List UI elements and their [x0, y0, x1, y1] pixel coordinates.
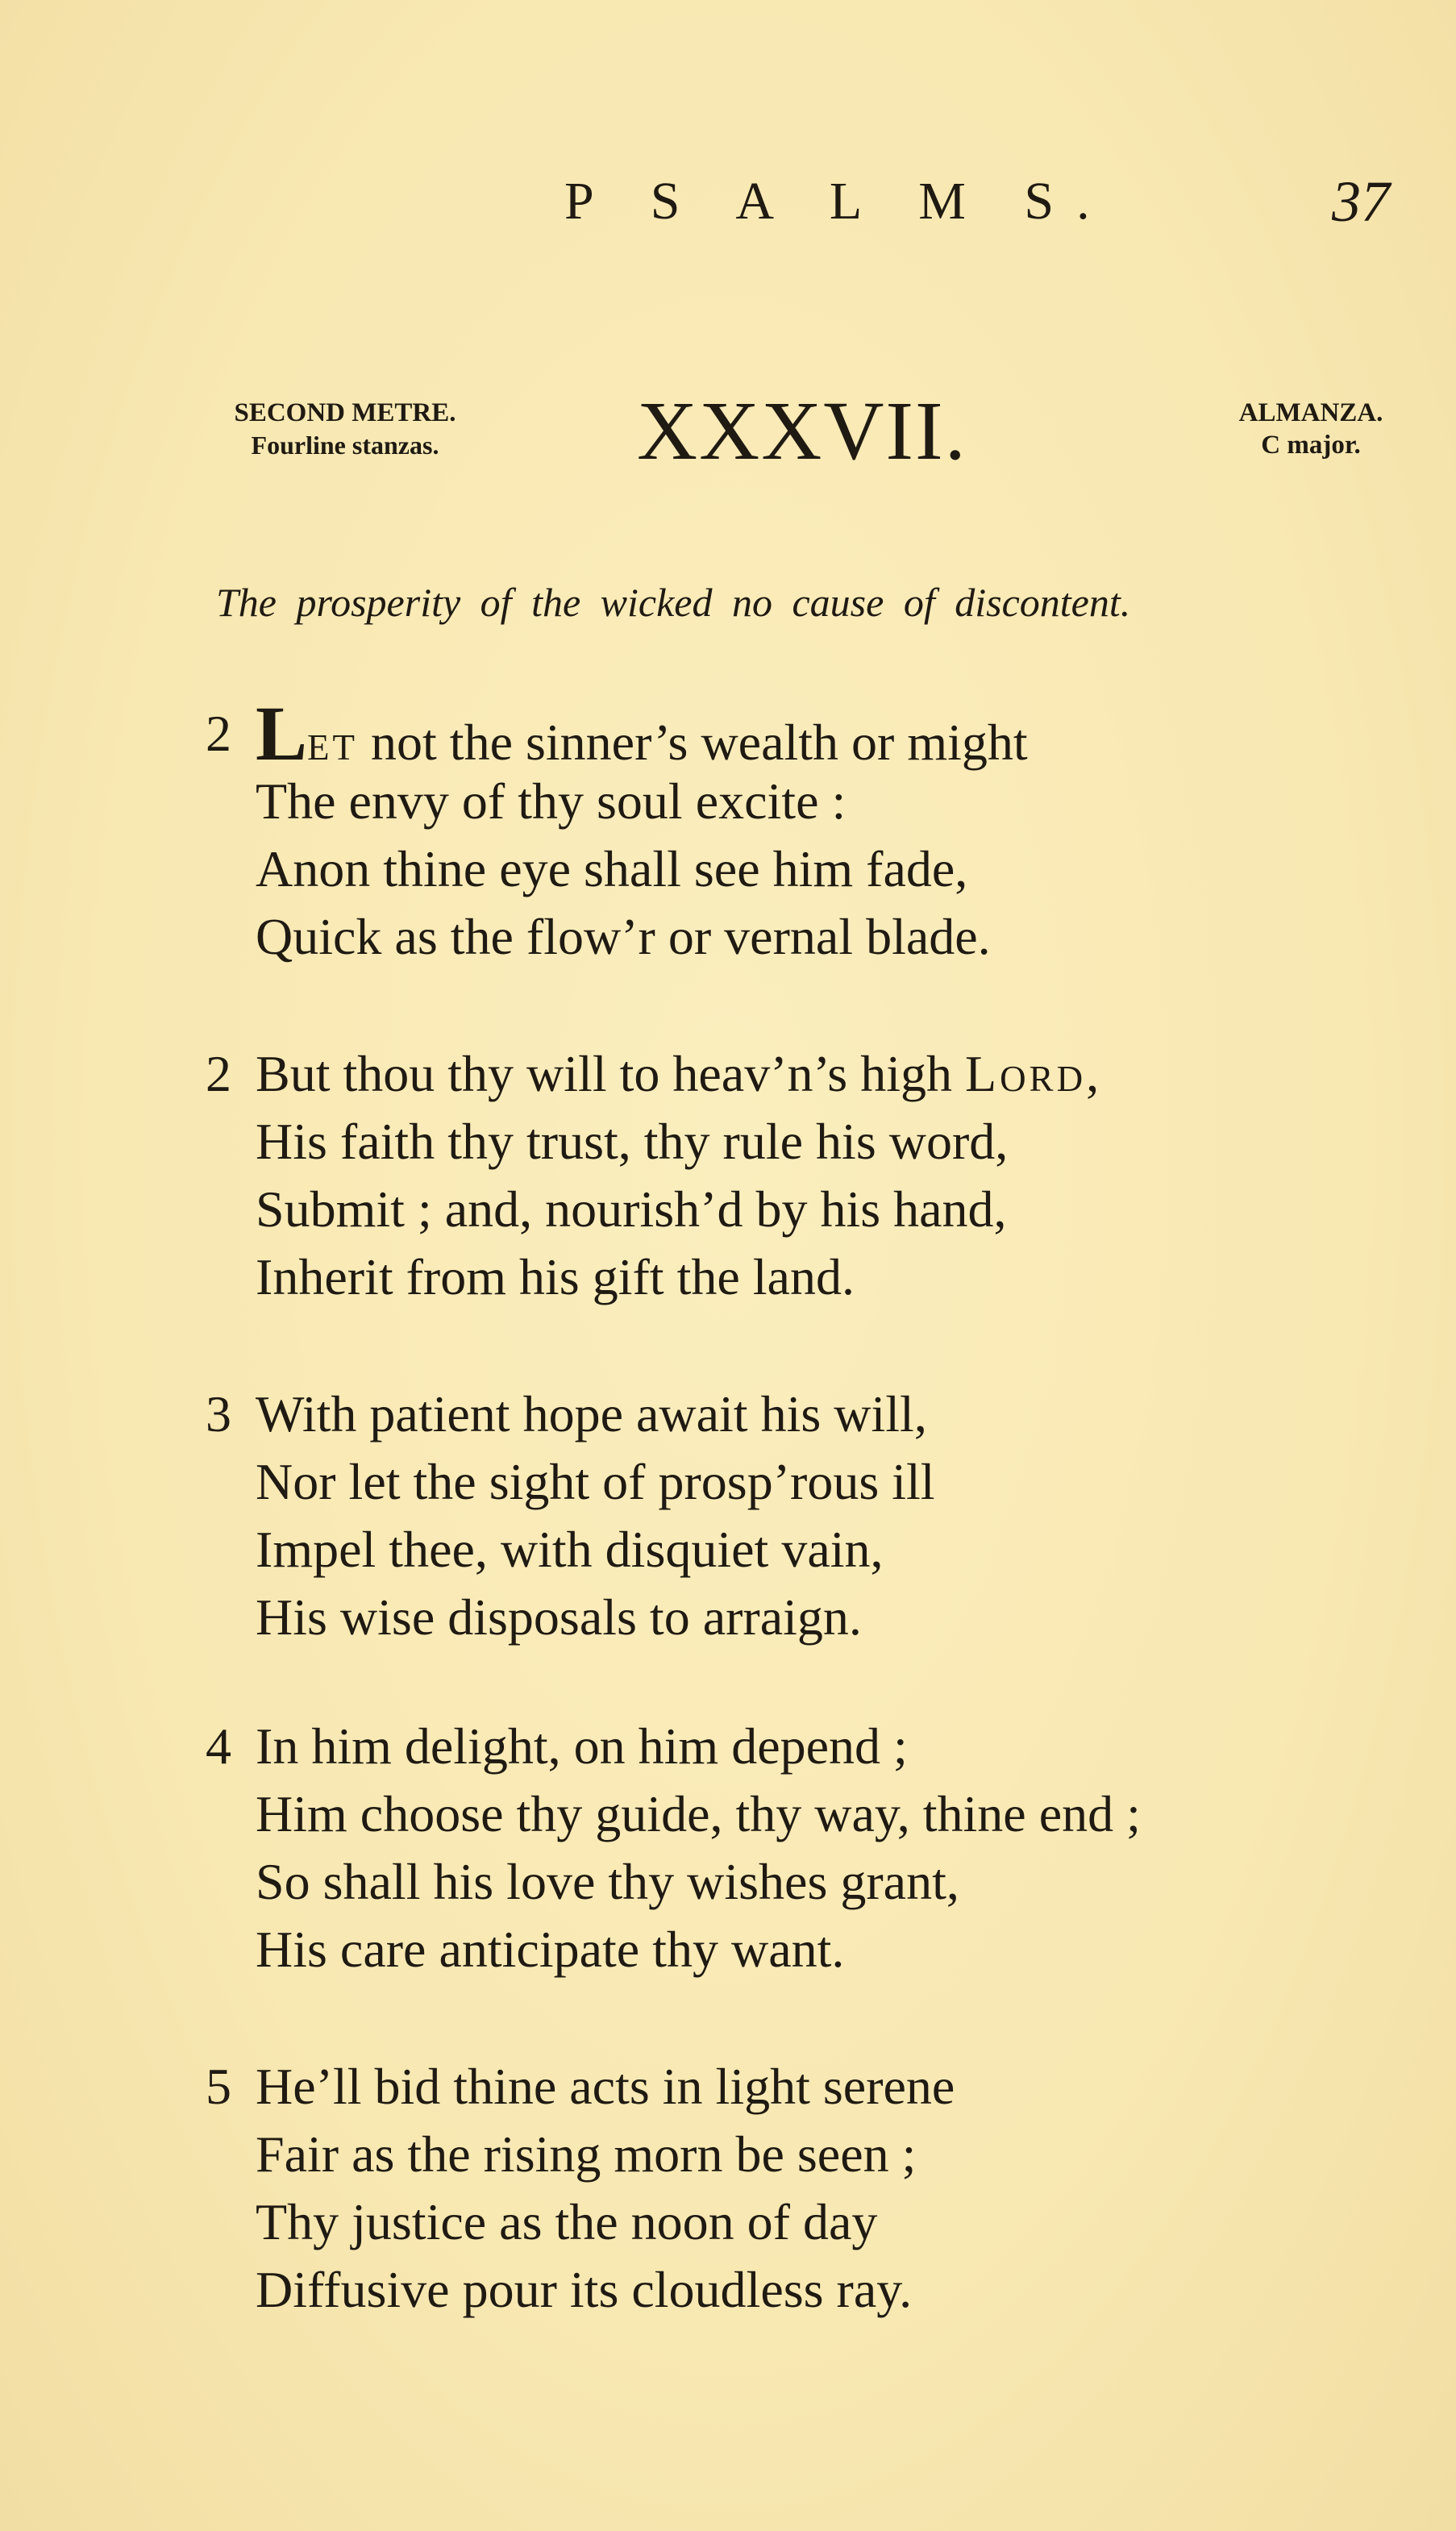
verse-text: Thy justice as the noon of day	[256, 2193, 878, 2250]
verse-text: Impel thee, with disquiet vain,	[256, 1521, 884, 1578]
verse-line	[206, 1448, 1415, 1516]
verse-line	[206, 1848, 1415, 1916]
verse-line	[206, 1243, 1415, 1311]
smallcaps-text: Lord	[964, 1045, 1087, 1102]
verse-line	[206, 1916, 1415, 1984]
verse-text-start: But thou thy will to heav’n’s high	[256, 1045, 965, 1102]
verse-line	[206, 1780, 1415, 1848]
verse-text	[256, 1040, 1099, 1108]
running-head	[0, 165, 1456, 238]
page-number: 37	[1332, 169, 1390, 234]
verse-line	[206, 768, 1415, 835]
verse-text: Fair as the rising morn be seen ;	[256, 2125, 917, 2183]
verse-text: His care anticipate thy want.	[256, 1921, 845, 1978]
stanza-number: 4	[206, 1717, 231, 1775]
verse-text: Submit ; and, nourish’d by his hand,	[256, 1180, 1007, 1238]
stanza-number: 2	[206, 705, 231, 762]
verse-text: The envy of thy soul excite :	[256, 772, 847, 830]
stanza	[206, 2053, 1415, 2324]
verse-line	[206, 1584, 1415, 1651]
verse-text: He’ll bid thine acts in light serene	[256, 2058, 955, 2115]
tune-note	[1206, 397, 1416, 461]
stanza	[206, 1713, 1415, 1984]
verse-line	[206, 903, 1415, 971]
verse-text: Inherit from his gift the land.	[256, 1248, 855, 1305]
verse-line	[206, 1380, 1415, 1448]
verse-text: Nor let the sight of prosp’rous ill	[256, 1453, 935, 1510]
tune-key: C major.	[1261, 431, 1361, 460]
verse-text: Diffusive pour its cloudless ray.	[256, 2261, 913, 2318]
psalm-argument: The prosperity of the wicked no cause of discontent.	[216, 580, 1131, 625]
verse-text: Quick as the flow’r or vernal blade.	[256, 908, 991, 965]
stanza-number: 3	[206, 1385, 231, 1442]
verse-line	[206, 690, 1415, 776]
verse-text-end: ,	[1086, 1045, 1100, 1102]
metre-line: SECOND METRE.	[234, 398, 456, 427]
verse-text: So shall his love thy wishes grant,	[256, 1853, 959, 1910]
stanza-number: 5	[206, 2058, 231, 2115]
verse-text: His wise disposals to arraign.	[256, 1588, 862, 1646]
stanza	[206, 1380, 1415, 1651]
verse-line	[206, 2121, 1415, 2188]
stanza-number: 2	[206, 1045, 231, 1102]
stanza	[206, 690, 1415, 971]
smallcaps-text: et	[307, 714, 359, 771]
running-title: P S A L M S.	[564, 172, 1113, 231]
tune-name: ALMANZA.	[1238, 398, 1383, 427]
stanza-form: Fourline stanzas.	[251, 431, 439, 460]
drop-capital: L	[256, 690, 308, 776]
verse-text: His faith thy trust, thy rule his word,	[256, 1113, 1009, 1170]
verse-line	[206, 2256, 1415, 2324]
verse-text: In him delight, on him depend ;	[256, 1717, 908, 1775]
verse-text	[256, 690, 1028, 776]
verse-line	[206, 1108, 1415, 1176]
metre-note	[192, 397, 498, 461]
verse-text: Him choose thy guide, thy way, thine end ;	[256, 1785, 1141, 1842]
stanza	[206, 1040, 1415, 1311]
psalm-number: XXXVII.	[637, 385, 967, 477]
verse-line	[206, 1516, 1415, 1584]
verse-text-rest: not the sinner’s wealth or might	[358, 714, 1028, 771]
verse-text: Anon thine eye shall see him fade,	[256, 840, 968, 897]
verse-line	[206, 835, 1415, 903]
verse-line	[206, 1176, 1415, 1243]
verse-line	[206, 2053, 1415, 2121]
verse-line	[206, 2188, 1415, 2256]
verse-line	[206, 1040, 1415, 1108]
verse-text: With patient hope await his will,	[256, 1385, 927, 1442]
psalm-header	[0, 387, 1456, 484]
verse-line	[206, 1713, 1415, 1780]
